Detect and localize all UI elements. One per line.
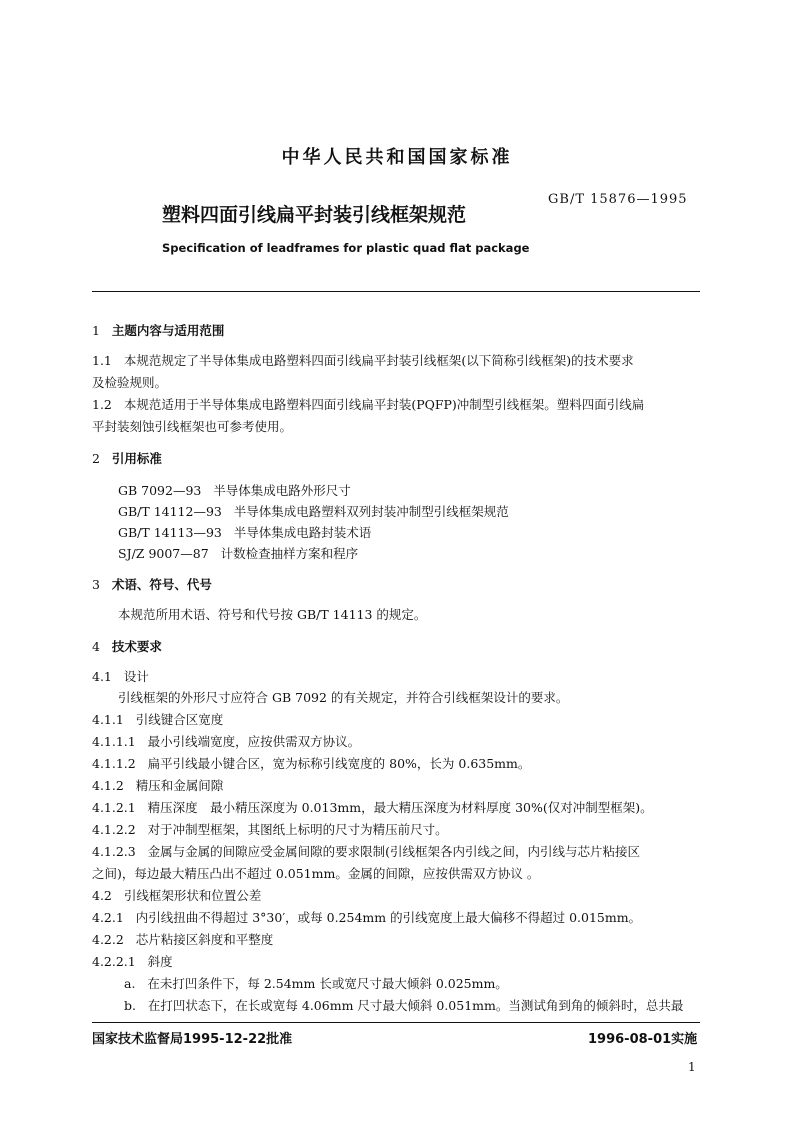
clause-number: 4.2	[92, 888, 112, 903]
footer-rule	[92, 1022, 700, 1023]
section-3-text: 本规范所用术语、符号和代号按 GB/T 14113 的规定。	[118, 607, 427, 622]
reference-code: GB/T 14113—93	[118, 525, 222, 540]
reference-name: 半导体集成电路外形尺寸	[213, 483, 351, 498]
reference-code: GB 7092—93	[118, 483, 202, 498]
clause-title: 引线键合区宽度	[135, 712, 224, 727]
section-number: 4	[92, 639, 100, 654]
list-item-a	[124, 973, 508, 994]
section-4-heading	[92, 636, 162, 657]
clause-4-1	[92, 666, 149, 687]
clause-number: 4.1	[92, 669, 112, 684]
approval-line: 国家技术监督局1995-12-22批准	[92, 1032, 293, 1047]
clause-4-1-2-1	[92, 797, 653, 818]
clause-4-1-2-3-cont: 之间)，每边最大精压凸出不超过 0.051mm。金属的间隙，应按供需双方协议 。	[92, 866, 540, 881]
section-3-heading	[92, 574, 212, 595]
clause-4-1-1-1	[92, 731, 360, 752]
clause-4-1-2-3	[92, 841, 640, 862]
reference-item	[118, 480, 351, 501]
reference-name: 半导体集成电路封装术语	[233, 525, 372, 540]
national-standard-heading: 中华人民共和国国家标准	[281, 147, 513, 168]
list-label: a.	[124, 976, 136, 991]
implementation-date: 1996-08-01实施	[588, 1032, 698, 1047]
clause-number: 4.1.2.1	[92, 800, 136, 815]
section-title: 技术要求	[111, 639, 162, 654]
list-text: 在打凹状态下，在长或宽每 4.06mm 尺寸最大倾斜 0.051mm。当测试角到角的倾斜时，总共最	[147, 998, 684, 1013]
document-title-cn: 塑料四面引线扁平封装引线框架规范	[162, 204, 467, 226]
list-text: 在未打凹条件下，每 2.54mm 长或宽尺寸最大倾斜 0.025mm。	[147, 976, 508, 991]
clause-1-1	[92, 350, 634, 371]
section-title: 主题内容与适用范围	[111, 323, 225, 338]
reference-item	[118, 522, 371, 543]
section-number: 3	[92, 577, 100, 592]
clause-number: 4.2.1	[92, 910, 124, 925]
list-label: b.	[124, 998, 136, 1013]
clause-text: 本规范规定了半导体集成电路塑料四面引线扁平封装引线框架(以下简称引线框架)的技术要求	[123, 353, 634, 368]
section-number: 1	[92, 323, 100, 338]
clause-1-2-cont: 平封装刻蚀引线框架也可参考使用。	[92, 419, 293, 434]
section-title: 术语、符号、代号	[111, 577, 212, 592]
section-2-heading	[92, 448, 162, 469]
page-number: 1	[688, 1060, 696, 1074]
reference-code: GB/T 14112—93	[118, 504, 222, 519]
standard-number: GB/T 15876—1995	[548, 192, 688, 207]
clause-number: 4.1.1.1	[92, 734, 136, 749]
reference-name: 计数检查抽样方案和程序	[220, 546, 359, 561]
clause-4-1-1-2	[92, 753, 530, 774]
clause-1-2	[92, 394, 644, 415]
reference-item	[118, 501, 509, 522]
clause-number: 4.1.2.2	[92, 822, 136, 837]
document-title-en: Specification of leadframes for plastic quad flat package	[162, 241, 530, 255]
reference-name: 半导体集成电路塑料双列封装冲制型引线框架规范	[233, 504, 509, 519]
clause-text: 对于冲制型框架，其图纸上标明的尺寸为精压前尺寸。	[147, 822, 448, 837]
clause-title: 斜度	[147, 954, 173, 969]
clause-4-1-1	[92, 709, 223, 730]
clause-text: 最小引线端宽度，应按供需双方协议。	[147, 734, 361, 749]
clause-text: 精压深度 最小精压深度为 0.013mm，最大精压深度为材料厚度 30%(仅对冲制型框架)。	[147, 800, 653, 815]
section-number: 2	[92, 451, 100, 466]
clause-number: 4.1.1.2	[92, 756, 136, 771]
section-1-heading	[92, 320, 224, 341]
clause-text: 扁平引线最小键合区，宽为标称引线宽度的 80%，长为 0.635mm。	[147, 756, 531, 771]
clause-4-1-2	[92, 775, 223, 796]
clause-number: 4.1.2	[92, 778, 124, 793]
reference-code: SJ/Z 9007—87	[118, 546, 209, 561]
clause-1-1-cont: 及检验规则。	[92, 375, 168, 390]
clause-title: 引线框架形状和位置公差	[123, 888, 262, 903]
clause-4-1-text: 引线框架的外形尺寸应符合 GB 7092 的有关规定，并符合引线框架设计的要求。	[118, 690, 569, 705]
clause-number: 1.2	[92, 397, 112, 412]
list-item-b	[124, 995, 683, 1016]
clause-title: 芯片粘接区斜度和平整度	[135, 932, 274, 947]
clause-4-2	[92, 885, 261, 906]
clause-number: 4.1.2.3	[92, 844, 136, 859]
clause-4-2-2-1	[92, 951, 173, 972]
clause-4-2-1	[92, 907, 641, 928]
clause-number: 4.2.2	[92, 932, 124, 947]
clause-number: 4.1.1	[92, 712, 124, 727]
reference-item	[118, 543, 358, 564]
clause-number: 1.1	[92, 353, 112, 368]
clause-4-2-2	[92, 929, 273, 950]
clause-title: 精压和金属间隙	[135, 778, 224, 793]
clause-title: 设计	[123, 669, 149, 684]
clause-text: 金属与金属的间隙应受金属间隙的要求限制(引线框架各内引线之间，内引线与芯片粘接区	[147, 844, 641, 859]
clause-text: 本规范适用于半导体集成电路塑料四面引线扁平封装(PQFP)冲制型引线框架。塑料四面引线扁	[123, 397, 645, 412]
clause-number: 4.2.2.1	[92, 954, 136, 969]
clause-text: 内引线扭曲不得超过 3°30′，或每 0.254mm 的引线宽度上最大偏移不得超过 0.015mm。	[135, 910, 642, 925]
header-rule	[92, 291, 700, 292]
section-title: 引用标准	[111, 451, 162, 466]
clause-4-1-2-2	[92, 819, 448, 840]
